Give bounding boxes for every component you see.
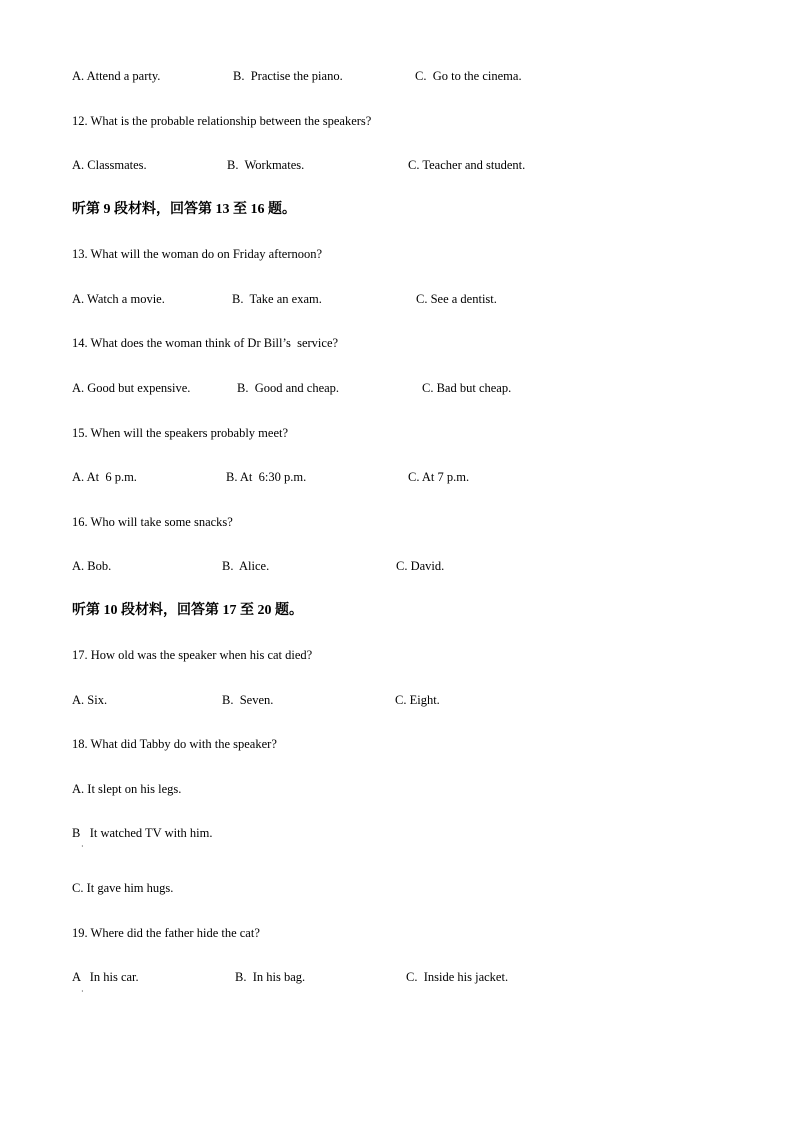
q17-option-b: B. Seven. [222,693,274,707]
section-heading-9: 听第 9 段材料，回答第 13 至 16 题。 [72,202,296,217]
section-heading-10: 听第 10 段材料，回答第 17 至 20 题。 [72,603,303,618]
q16-option-c: C. David. [396,559,445,573]
q15-question: 15. When will the speakers probably meet? [72,426,289,440]
q18-option-b: B It watched TV with him. [72,826,213,840]
q11-option-a: A. Attend a party. [72,69,161,83]
option-dot-mark: · [81,842,84,851]
q17-option-a: A. Six. [72,693,108,707]
q13-option-b: B. Take an exam. [232,292,322,306]
q14-option-c: C. Bad but cheap. [422,381,512,395]
q12-option-c: C. Teacher and student. [408,158,526,172]
q12-option-a: A. Classmates. [72,158,147,172]
q19-option-b: B. In his bag. [235,970,306,984]
q17-option-c: C. Eight. [395,693,440,707]
q19-option-a: A In his car. [72,970,139,984]
q18-option-c: C. It gave him hugs. [72,881,174,895]
q15-option-b: B. At 6:30 p.m. [226,470,307,484]
q13-option-a: A. Watch a movie. [72,292,165,306]
q16-option-a: A. Bob. [72,559,112,573]
q17-question: 17. How old was the speaker when his cat died? [72,648,313,662]
q14-option-a: A. Good but expensive. [72,381,191,395]
q18-option-a: A. It slept on his legs. [72,782,182,796]
q13-option-c: C. See a dentist. [416,292,497,306]
q13-question: 13. What will the woman do on Friday afternoon? [72,247,323,261]
q12-option-b: B. Workmates. [227,158,305,172]
q16-question: 16. Who will take some snacks? [72,515,233,529]
q14-question: 14. What does the woman think of Dr Bill’s service? [72,336,339,350]
q12-question: 12. What is the probable relationship between the speakers? [72,114,372,128]
q15-option-a: A. At 6 p.m. [72,470,137,484]
q15-option-c: C. At 7 p.m. [408,470,470,484]
q16-option-b: B. Alice. [222,559,270,573]
q14-option-b: B. Good and cheap. [237,381,340,395]
q19-option-c: C. Inside his jacket. [406,970,509,984]
q11-option-b: B. Practise the piano. [233,69,343,83]
q18-question: 18. What did Tabby do with the speaker? [72,737,277,751]
q11-option-c: C. Go to the cinema. [415,69,522,83]
q19-question: 19. Where did the father hide the cat? [72,926,260,940]
option-dot-mark: · [81,987,84,996]
